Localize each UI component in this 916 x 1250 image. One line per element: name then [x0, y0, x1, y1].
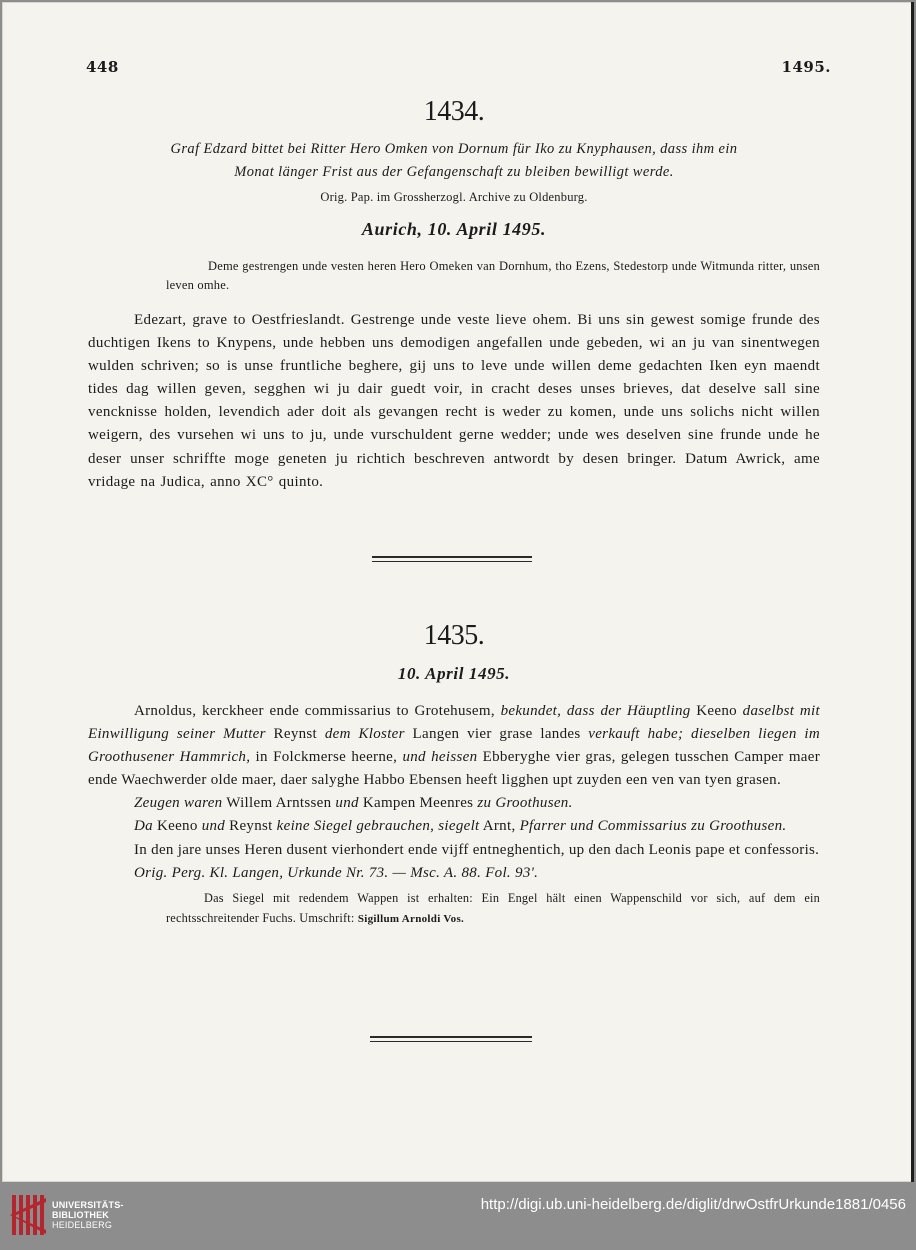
- place-date: Aurich, 10. April 1495.: [361, 219, 547, 239]
- text-span: Arnt,: [479, 818, 520, 835]
- text-span: daselbst mit Einwilligung seiner Mutter: [88, 703, 820, 743]
- seal-inscription: Sigillum Arnoldi Vos.: [357, 912, 465, 925]
- text-span: und heissen: [402, 749, 478, 766]
- text-span: Ebberyghe vier gras, gelegen tusschen Camper maer ende Waechwerder olde maer, daer salyghe Habbo Ebensen heeft ligghen upt zuyden een ven van tyen grasen.: [88, 749, 820, 789]
- text-span: Da: [134, 818, 153, 835]
- text-span: dem Kloster: [324, 726, 405, 743]
- sealing: [88, 815, 820, 838]
- text-span: keine Siegel gebrauchen, siegelt: [276, 818, 480, 835]
- document-body: Edezart, grave to Oestfrieslandt. Gestrenge unde veste lieve ohem. Bi uns sin gewest somige frunde des duchtigen Ikens to Knypens, unde hebben uns demodigen angefallen unde gebeden, wi an ju van sinentwegen wulden schriven; so is unse fruntliche beghere, gij uns to leve unde willen deme gedachten Iken eyn maendt tides dag willen geven, segghen wi ju dair guedt voir, in cracht deses unses brieves, dat deselve sall sine vencknisse holden, levendich ader doit als gevangen recht is weder zu komen, unde uns solichs nicht willen weigern, des vursehen wi uns to ju, unde vurschuldent gerne wedder; unde wes deselven sine frunde unde he deser unser schriffte moge geneten ju richtich beschreven antwordt by desen bringer. Datum Awrick, ame vridage na Judica, anno XC° quinto.: [88, 312, 820, 490]
- permalink-url[interactable]: http://digi.ub.uni-heidelberg.de/diglit/drwOstfrUrkunde1881/0456: [480, 1196, 906, 1213]
- dating-clause: In den jare unses Heren dusent vierhondert ende vijff entneghentich, up den dach Leonis pape et confessoris.: [134, 841, 820, 858]
- regest: [88, 138, 820, 184]
- text-span: Reynst: [225, 818, 277, 835]
- page-edge-shadow: [911, 2, 914, 1182]
- text-span: in Folckmerse heerne,: [250, 749, 403, 766]
- document-date: 10. April 1495.: [397, 664, 511, 683]
- text-span: zu Groothusen.: [477, 795, 573, 812]
- library-logo-text: [52, 1200, 124, 1230]
- running-year: 1495.: [781, 58, 831, 76]
- text-span: Keeno: [690, 703, 743, 719]
- text-span: und: [201, 818, 226, 835]
- logo-line: HEIDELBERG: [52, 1220, 113, 1230]
- text-span: Reynst: [265, 726, 325, 743]
- logo-line: UNIVERSITÄTS-: [52, 1200, 124, 1210]
- document-1434: [88, 96, 820, 494]
- text-span: Langen vier grase landes: [404, 726, 589, 743]
- text-span: Kampen Meenres: [358, 795, 478, 812]
- text-span: Zeugen waren: [134, 795, 223, 812]
- text-span: bekundet, dass der Häuptling: [500, 703, 691, 719]
- document-body: [88, 700, 820, 792]
- text-span: Pfarrer und Commissarius zu Groothusen.: [519, 818, 787, 835]
- text-span: Arnoldus, kerckheer ende commissarius to Grotehusem,: [134, 703, 501, 719]
- section-divider: [372, 556, 532, 562]
- source-note: Orig. Pap. im Grossherzogl. Archive zu Oldenburg.: [320, 190, 588, 204]
- regest-line: Monat länger Frist aus der Gefangenschaft zu bleiben bewilligt werde.: [234, 164, 674, 180]
- page-number: 448: [86, 58, 119, 76]
- document-1435: [88, 620, 820, 929]
- text-span: Das Siegel mit redendem Wappen ist erhalten: Ein Engel hält einen Wappenschild vor sich, auf dem ein rechtsschreitender Fuchs. Umschrift:: [166, 890, 820, 925]
- text-span: Willem Arntssen: [222, 795, 336, 812]
- document-number: 1435.: [423, 620, 485, 651]
- document-number: 1434.: [423, 96, 485, 127]
- witnesses: [88, 792, 820, 815]
- text-span: verkauft habe; dieselben liegen im Groothusener Hammrich,: [88, 726, 820, 766]
- logo-line: BIBLIOTHEK: [52, 1210, 109, 1220]
- source-note: Orig. Perg. Kl. Langen, Urkunde Nr. 73. — Msc. A. 88. Fol. 93'.: [134, 864, 539, 881]
- section-divider: [370, 1036, 532, 1042]
- text-span: Keeno: [152, 818, 202, 835]
- address: Deme gestrengen unde vesten heren Hero Omeken van Dornhum, tho Ezens, Stedestorp unde Witmunda ritter, unsen leven omhe.: [166, 259, 820, 292]
- regest-line: Graf Edzard bittet bei Ritter Hero Omken von Dornum für Iko zu Knyphausen, dass ihm ein: [170, 141, 738, 157]
- text-span: und: [335, 795, 359, 812]
- seal-note: [88, 888, 820, 929]
